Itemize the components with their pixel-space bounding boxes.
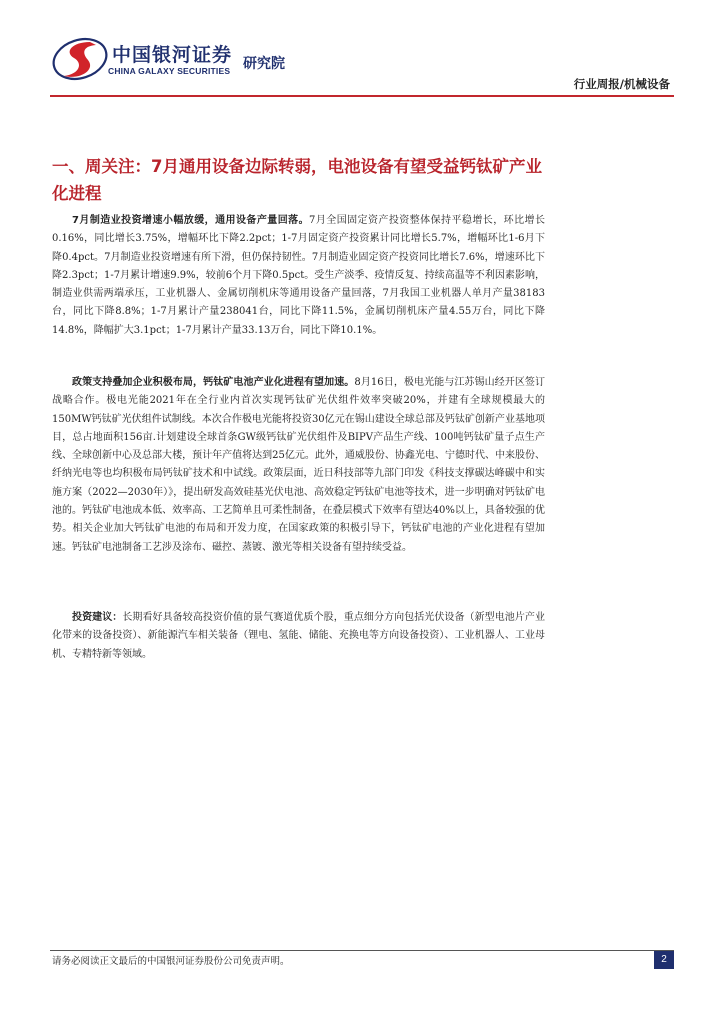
paragraph-lead: 投资建议： [72,612,123,623]
footer-disclaimer: 请务必阅读正文最后的中国银河证券股份公司免责声明。 [52,956,290,967]
paragraph-investment-advice [52,609,545,664]
institute-label: 研究院 [243,56,285,72]
paragraph-body: 长期看好具备较高投资价值的景气赛道优质个股，重点细分方向包括光伏设备（新型电池片产业化带来的设备投资）、新能源汽车相关装备（锂电、氢能、储能、充换电等方向设备投资）、工业机器人、工业母机、专精特新等领域。 [52,612,546,660]
paragraph-perovskite-policy [52,374,545,557]
header-divider [50,95,674,97]
paragraph-manufacturing-investment [52,212,545,340]
footer-divider [50,950,674,951]
brand-name-cn: 中国银河证券 [112,44,233,66]
paragraph-lead: 7月制造业投资增速小幅放缓，通用设备产量回落。 [72,215,310,226]
brand-name-en: CHINA GALAXY SECURITIES [108,66,231,76]
paragraph-body: 7月全国固定资产投资整体保持平稳增长，环比增长0.16%，同比增长3.75%，增幅环比下降2.2pct；1-7月固定资产投资累计同比增长5.7%，增幅环比1-6月下降0.4pct。7月制造业投资增速有所下滑，但仍保持韧性。7月制造业固定资产投资同比增长7.6%，增速环比下降2.3pct；1-7月累计增速9.9%，较前6个月下降0.5pct。受生产淡季、疫情反复、持续高温等不利因素影响，制造业供需两端承压，工业机器人、金属切削机床等通用设备产量回落，7月我国工业机器人单月产量38183台，同比下降8.8%；1-7月累计产量238041台，同比下降11.5%，金属切削机床产量4.55万台，同比下降14.8%，降幅扩大3.1pct；1-7月累计产量33.13万台，同比下降10.1%。 [52,215,545,336]
paragraph-body: 8月16日，极电光能与江苏锡山经开区签订战略合作。极电光能2021年在全行业内首次实现钙钛矿光伏组件效率突破20%，并建有全球规模最大的150MW钙钛矿光伏组件试制线。本次合作极电光能将投资30亿元在锡山建设全球总部及钙钛矿创新产业基地项目，总占地面积156亩.计划建设全球首条GW级钙钛矿光伏组件及BIPV产品生产线、100吨钙钛矿量子点生产线、全球创新中心及总部大楼，预计年产值将达到25亿元。此外，通威股份、协鑫光电、宁德时代、中来股份、纤纳光电等也均积极布局钙钛矿技术和中试线。政策层面，近日科技部等九部门印发《科技支撑碳达峰碳中和实施方案（2022—2030年）》，提出研发高效硅基光伏电池、高效稳定钙钛矿电池等技术，进一步明确对钙钛矿电池的。钙钛矿电池成本低、效率高、工艺简单且可柔性制备，在叠层模式下效率有望达40%以上，具备较强的优势。相关企业加大钙钛矿电池的布局和开发力度，在国家政策的积极引导下，钙钛矿电池的产业化进程有望加速。钙钛矿电池制备工艺涉及涂布、磁控、蒸镀、激光等相关设备有望持续受益。 [52,377,546,553]
galaxy-swirl-logo-icon [50,36,110,82]
page-number-badge: 2 [654,951,674,969]
report-type-label: 行业周报/机械设备 [573,77,670,91]
section-title: 一、周关注：7月通用设备边际转弱，电池设备有望受益钙钛矿产业化进程 [52,157,542,203]
paragraph-lead: 政策支持叠加企业积极布局，钙钛矿电池产业化进程有望加速。 [72,377,355,388]
